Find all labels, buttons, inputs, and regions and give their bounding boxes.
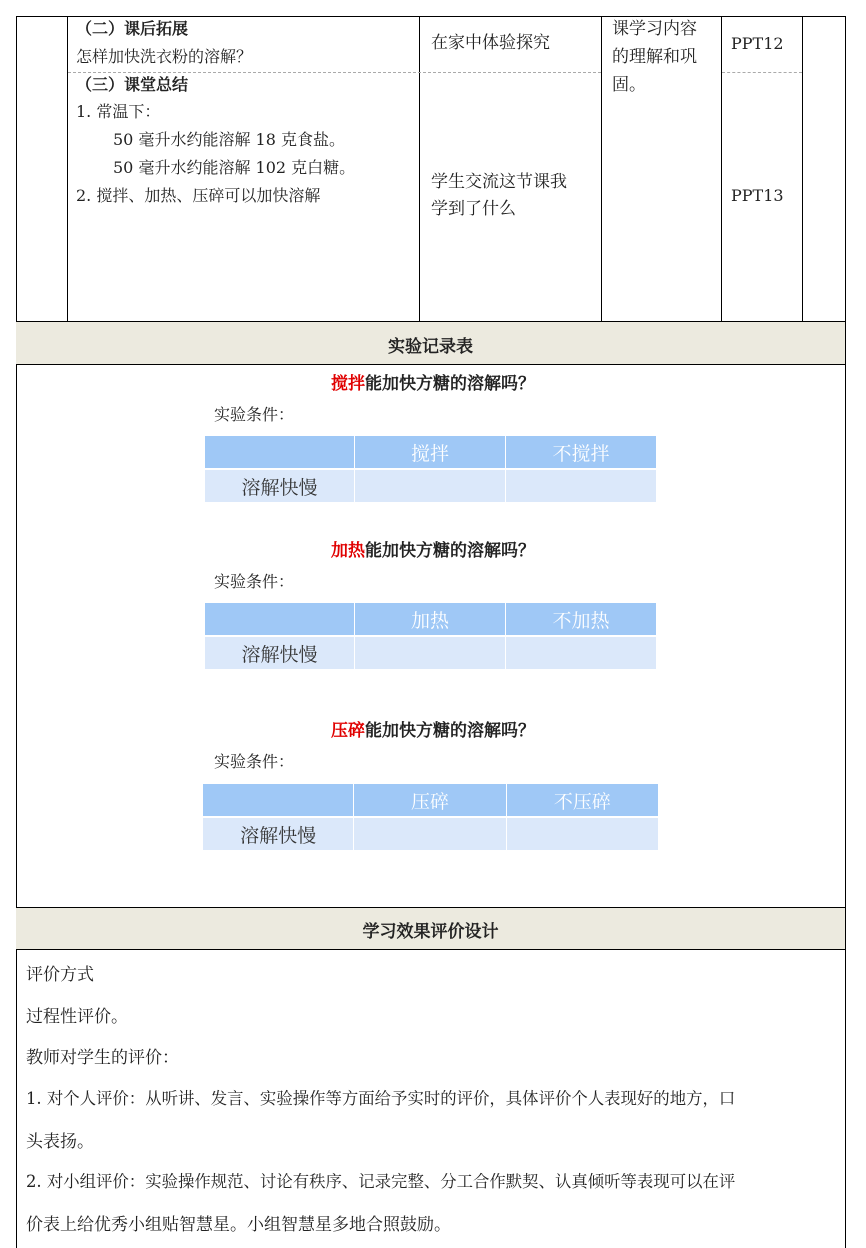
section2-activity: 在家中体验探究 [431, 33, 550, 53]
section3-heading: （三）课堂总结 [76, 75, 189, 94]
column-header: 加热 [355, 603, 506, 636]
column-header: 压碎 [354, 784, 506, 817]
summary-item1b: 50 毫升水约能溶解 102 克白糖。 [113, 158, 356, 177]
table-cell[interactable] [506, 817, 658, 850]
condition-label: 实验条件： [214, 572, 295, 591]
evaluation-line-4: 1. 对个人评价：从听讲、发言、实验操作等方面给予实时的评价，具体评价个人表现好的地方，口 [26, 1089, 736, 1108]
row-label: 溶解快慢 [205, 636, 355, 669]
column-header: 搅拌 [355, 436, 506, 469]
table-cell[interactable] [355, 469, 506, 502]
table-corner [205, 436, 355, 469]
column-header: 不搅拌 [506, 436, 657, 469]
column-header: 不压碎 [506, 784, 658, 817]
table-corner [205, 603, 355, 636]
experiment-keyword: 搅拌 [331, 374, 365, 394]
table-cell[interactable] [354, 817, 506, 850]
ppt13-label: PPT13 [731, 186, 784, 205]
section2-question: 怎样加快洗衣粉的溶解？ [76, 47, 253, 66]
table-cell[interactable] [506, 636, 657, 669]
summary-item1: 1. 常温下： [76, 102, 161, 121]
section3-activity-line2: 学到了什么 [431, 199, 516, 219]
record-table-1 [205, 436, 656, 502]
condition-label: 实验条件： [214, 752, 295, 771]
evaluation-line-2: 过程性评价。 [26, 1007, 128, 1027]
experiment-question-rest: 能加快方糖的溶解吗？ [365, 541, 535, 561]
table-cell[interactable] [506, 469, 657, 502]
table-cell[interactable] [355, 636, 506, 669]
evaluation-line-6: 2. 对小组评价：实验操作规范、讨论有秩序、记录完整、分工合作默契、认真倾听等表现可以在评 [26, 1172, 736, 1191]
ppt12-label: PPT12 [731, 34, 784, 53]
experiment-keyword: 压碎 [331, 721, 365, 741]
table-corner [203, 784, 354, 817]
experiment-question-rest: 能加快方糖的溶解吗？ [365, 721, 535, 741]
experiment-question-2 [0, 536, 866, 561]
experiment-question-1 [0, 369, 866, 394]
condition-label: 实验条件： [214, 405, 295, 424]
section3-activity-line1: 学生交流这节课我 [431, 172, 567, 192]
experiment-question-3 [0, 716, 866, 741]
evaluation-line-7: 价表上给优秀小组贴智慧星。小组智慧星多地合照鼓励。 [26, 1215, 451, 1235]
experiment-question-rest: 能加快方糖的溶解吗？ [365, 374, 535, 394]
row-label: 溶解快慢 [203, 817, 354, 850]
section2-heading: （二）课后拓展 [76, 19, 189, 38]
summary-item2: 2. 搅拌、加热、压碎可以加快溶解 [76, 186, 321, 205]
experiment-record-title: 实验记录表 [388, 337, 473, 357]
column-header: 不加热 [506, 603, 657, 636]
purpose-line3: 固。 [612, 75, 646, 95]
record-table-3 [203, 784, 658, 850]
purpose-line2: 的理解和巩 [612, 47, 697, 67]
summary-item1a: 50 毫升水约能溶解 18 克食盐。 [113, 130, 345, 149]
record-table-2 [205, 603, 656, 669]
evaluation-line-3: 教师对学生的评价： [26, 1048, 179, 1068]
evaluation-line-5: 头表扬。 [26, 1132, 94, 1152]
purpose-line1: 课学习内容 [612, 19, 697, 39]
row-label: 溶解快慢 [205, 469, 355, 502]
experiment-keyword: 加热 [331, 541, 365, 561]
evaluation-title: 学习效果评价设计 [362, 922, 499, 942]
evaluation-line-1: 评价方式 [26, 965, 94, 985]
